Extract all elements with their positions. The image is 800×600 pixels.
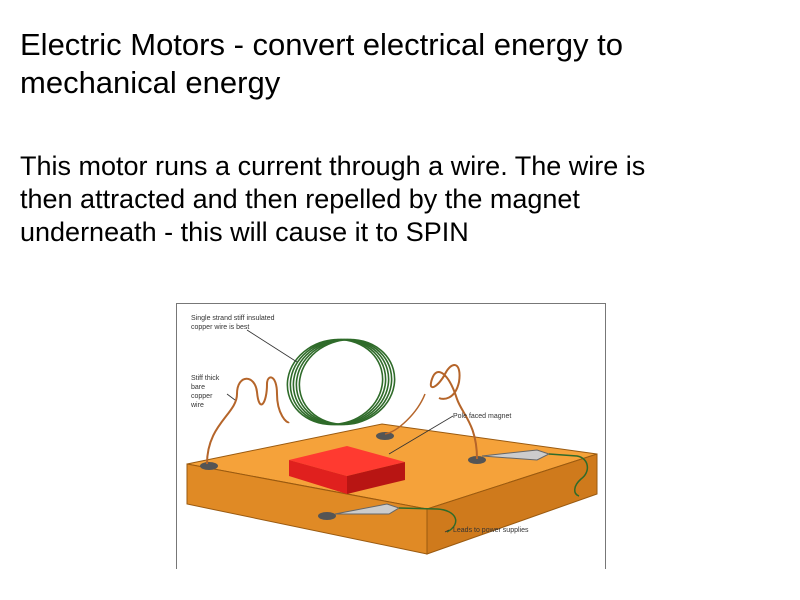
body-line-1: This motor runs a current through a wire. The wire is [20, 151, 646, 181]
label-leads: Leads to power supplies [453, 527, 529, 534]
label-copper-1: Single strand stiff insulated [191, 315, 275, 322]
terminal-back [376, 432, 394, 440]
label-stiff-2: bare [191, 384, 206, 391]
slide-body-text [20, 150, 790, 249]
coil [278, 329, 404, 435]
label-stiff-3: copper [191, 393, 213, 400]
title-line-2: mechanical energy [20, 65, 281, 100]
label-magnet: Pole faced magnet [453, 413, 512, 420]
motor-diagram [176, 303, 606, 569]
terminal-front [318, 512, 336, 520]
title-line-1: Electric Motors - convert electrical energy to [20, 27, 623, 62]
body-line-2: then attracted and then repelled by the magnet [20, 184, 580, 214]
body-line-3: underneath - this will cause it to SPIN [20, 217, 469, 247]
label-stiff-1: Stiff thick [191, 375, 220, 382]
label-copper-2: copper wire is best [191, 324, 250, 331]
pointer-copper [247, 330, 297, 362]
pointer-stiff [227, 394, 235, 400]
motor-diagram-svg [177, 304, 605, 569]
terminal-left [200, 462, 218, 470]
label-stiff-4: wire [191, 402, 204, 409]
slide-title [20, 26, 780, 102]
